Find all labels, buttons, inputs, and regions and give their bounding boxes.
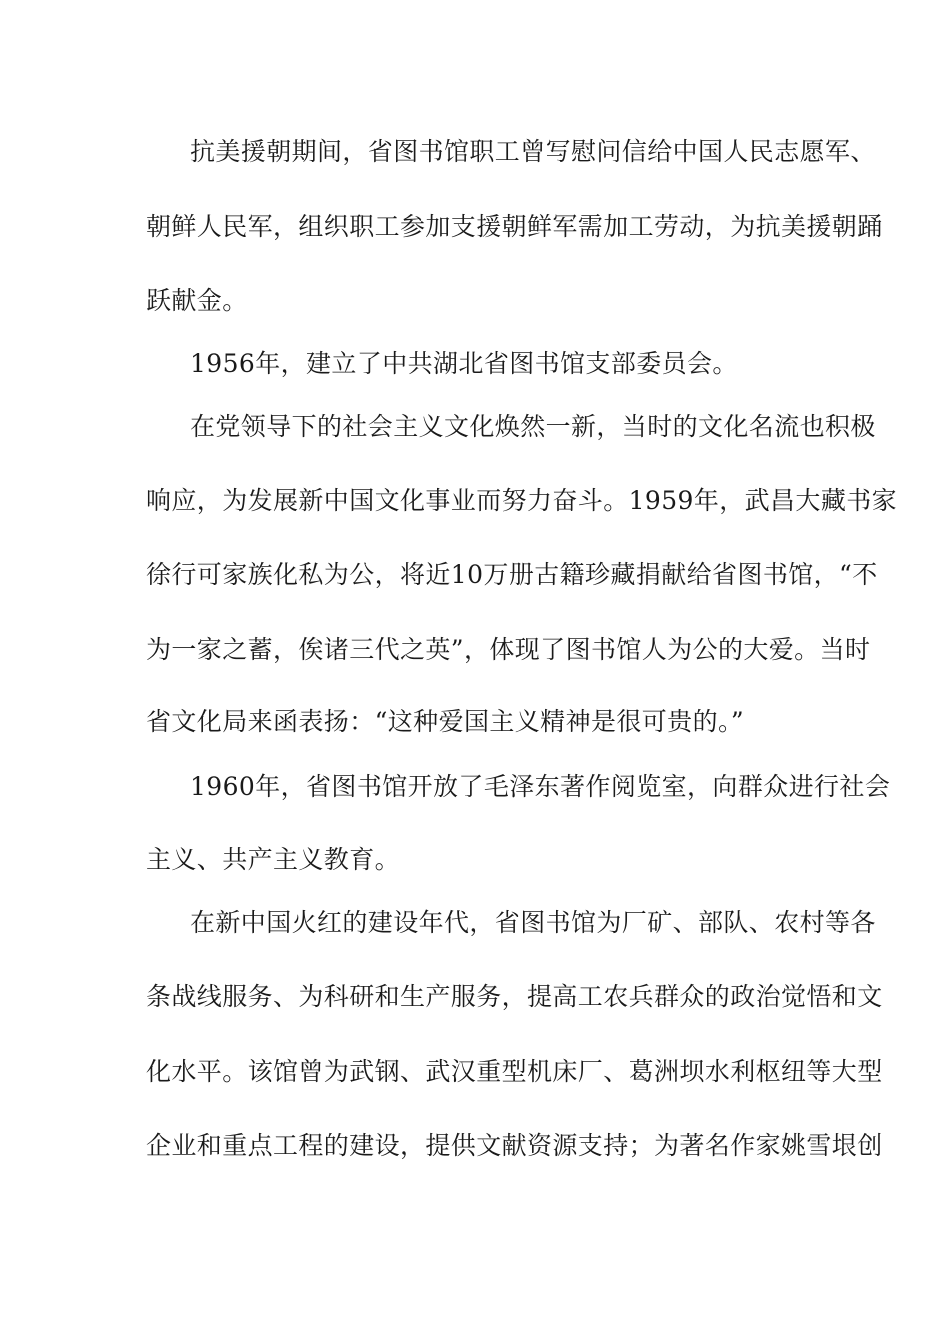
paragraph-line-11: 主义、共产主义教育。	[146, 845, 401, 874]
paragraph-line-14: 化水平。该馆曾为武钢、武汉重型机床厂、葛洲坝水利枢纽等大型	[146, 1057, 883, 1086]
paragraph-line-13: 条战线服务、为科研和生产服务，提高工农兵群众的政治觉悟和文	[146, 982, 883, 1011]
paragraph-line-8: 为一家之蓄，俟诸三代之英”，体现了图书馆人为公的大爱。当时	[146, 635, 871, 664]
paragraph-line-12: 在新中国火红的建设年代，省图书馆为厂矿、部队、农村等各	[190, 908, 876, 937]
paragraph-line-6: 响应，为发展新中国文化事业而努力奋斗。1959年，武昌大藏书家	[146, 486, 898, 515]
paragraph-line-7: 徐行可家族化私为公，将近10万册古籍珍藏捐献给省图书馆，“不	[146, 560, 878, 589]
paragraph-line-10: 1960年，省图书馆开放了毛泽东著作阅览室，向群众进行社会	[190, 772, 891, 801]
paragraph-line-3: 跃献金。	[146, 286, 248, 315]
paragraph-line-1: 抗美援朝期间，省图书馆职工曾写慰问信给中国人民志愿军、	[190, 137, 876, 166]
paragraph-line-9: 省文化局来函表扬：“这种爱国主义精神是很可贵的。”	[146, 707, 745, 736]
paragraph-line-2: 朝鲜人民军，组织职工参加支援朝鲜军需加工劳动，为抗美援朝踊	[146, 212, 883, 241]
paragraph-line-5: 在党领导下的社会主义文化焕然一新，当时的文化名流也积极	[190, 412, 876, 441]
paragraph-line-4: 1956年，建立了中共湖北省图书馆支部委员会。	[190, 349, 738, 378]
paragraph-line-15: 企业和重点工程的建设，提供文献资源支持；为著名作家姚雪垠创	[146, 1131, 883, 1160]
